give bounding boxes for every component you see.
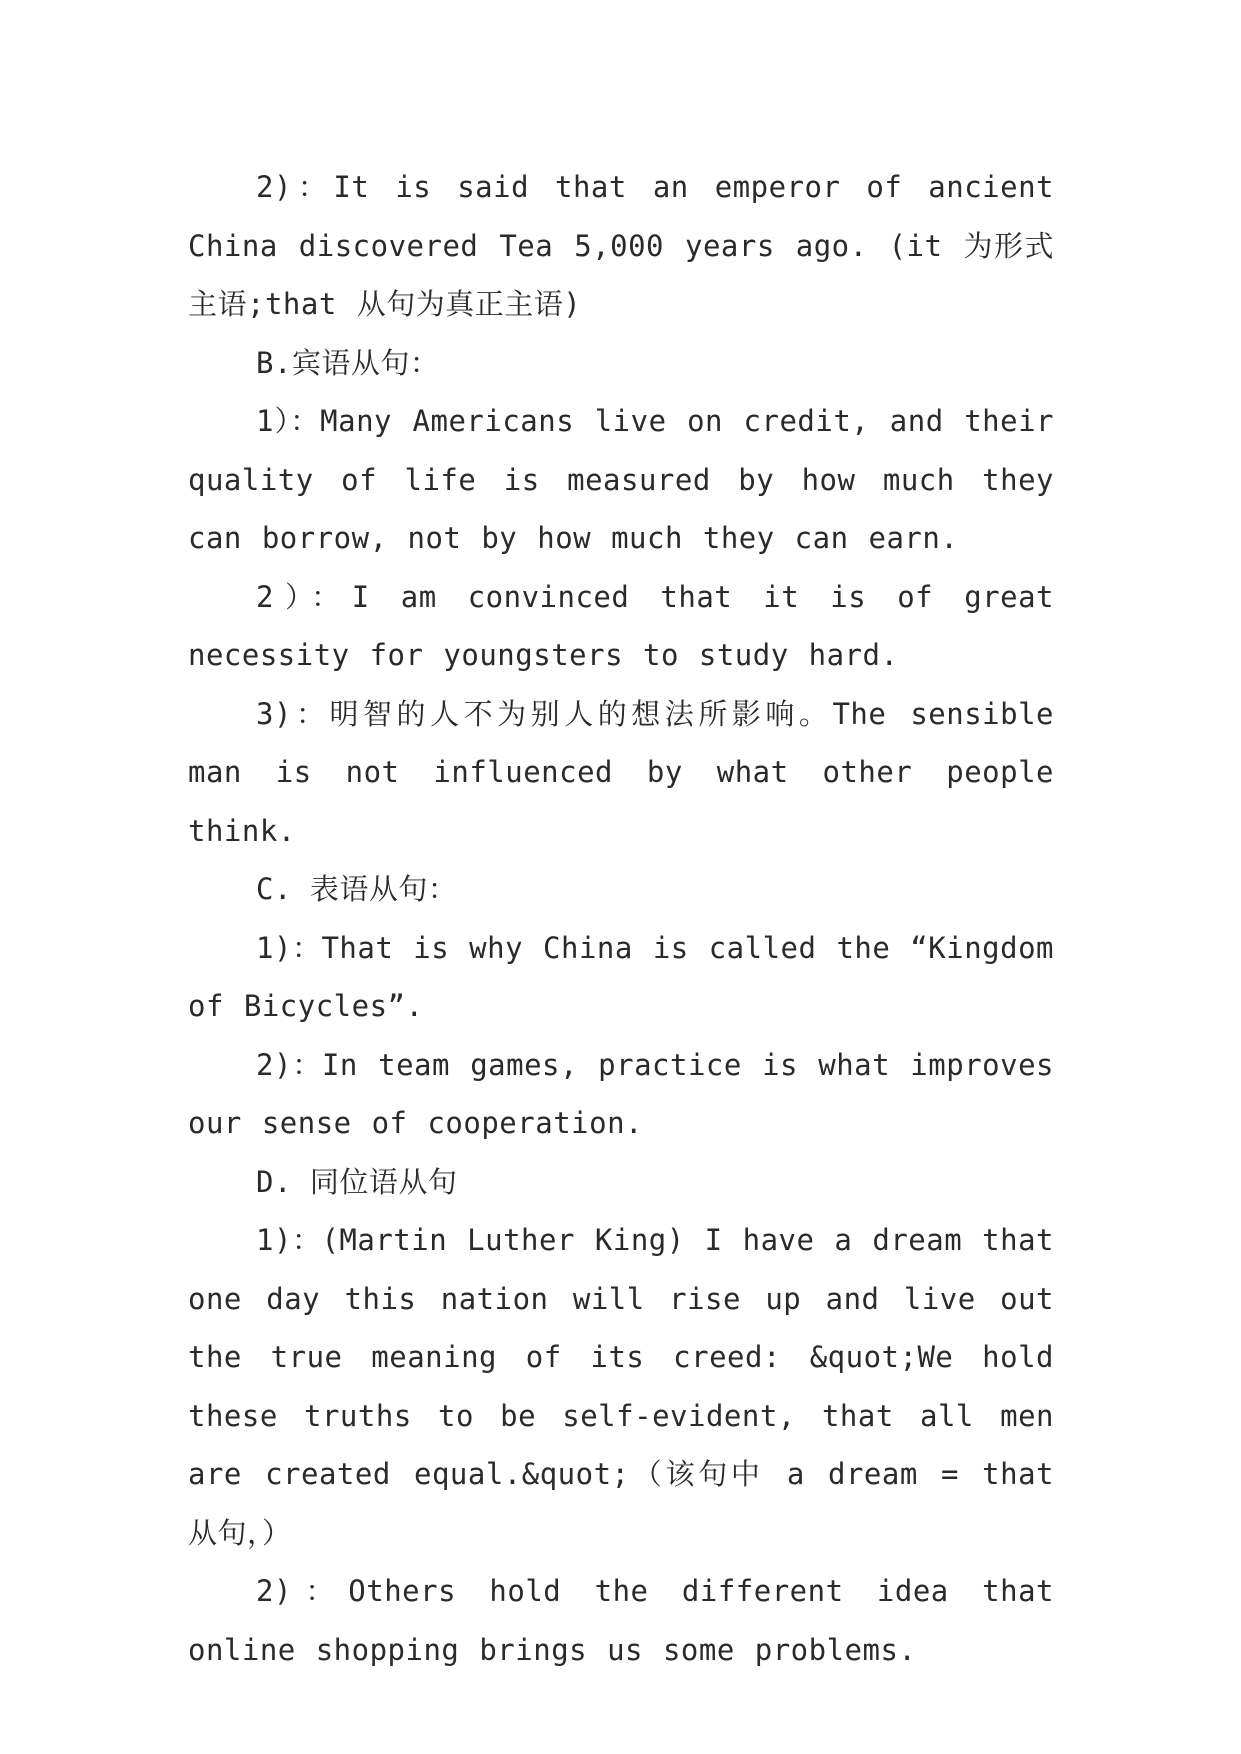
paragraph-d2: 2)：Others hold the different idea that online shopping brings us some problems. — [188, 1574, 1054, 1667]
document-body — [188, 158, 1054, 1679]
paragraph-d1: 1)：(Martin Luther King) I have a dream that one day this nation will rise up and live out the true meaning of its creed: &quot;We hold these truths to be self-evident, that all men are created equal.&quot;（该句中 a dream = that 从句，） — [188, 1223, 1054, 1550]
paragraph-b1: 1）：Many Americans live on credit, and their quality of life is measured by how much they can borrow, not by how much they can earn. — [188, 404, 1054, 555]
paragraph-b2: 2）：I am convinced that it is of great necessity for youngsters to study hard. — [188, 579, 1054, 672]
section-heading-c: C. 表语从句： — [256, 872, 458, 906]
section-heading-d: D. 同位语从句 — [256, 1164, 458, 1199]
paragraph-b3: 3)：明智的人不为别人的想法所影响。The sensible man is not influenced by what other people think. — [188, 696, 1054, 848]
paragraph-c2: 2)：In team games, practice is what improves our sense of cooperation. — [188, 1047, 1054, 1140]
section-heading-b: B.宾语从句： — [256, 345, 440, 380]
paragraph-c1: 1)：That is why China is called the “Kingdom of Bicycles”. — [188, 930, 1054, 1023]
paragraph-a2: 2)：It is said that an emperor of ancient China discovered Tea 5,000 years ago. (it 为形式主语;that 从句为真正主语) — [188, 170, 1054, 321]
